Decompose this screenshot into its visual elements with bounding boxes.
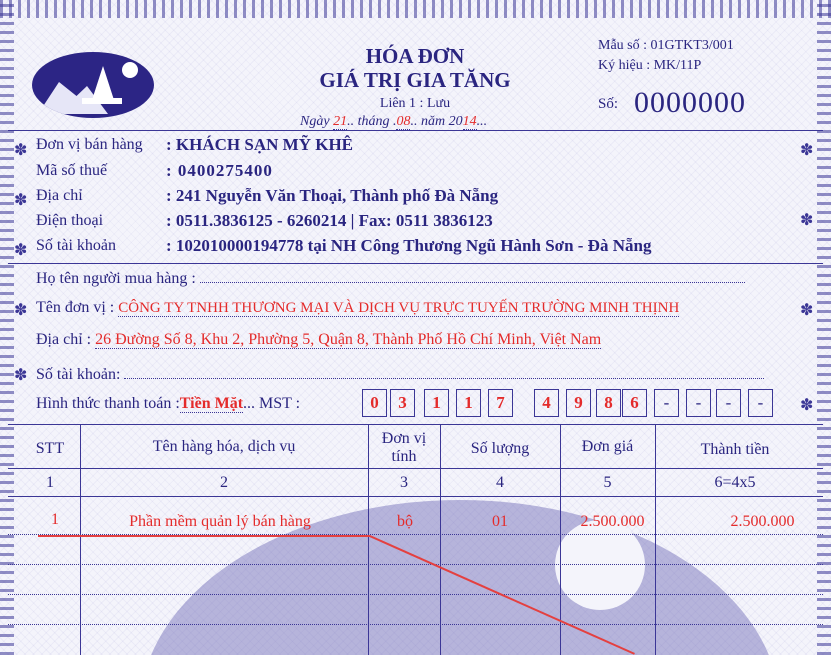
date-day: 21 (333, 114, 348, 129)
ornament-flower-icon: ✽ (14, 192, 28, 209)
moon-icon (122, 62, 138, 78)
header-unit-line2: tính (391, 448, 417, 465)
divider-rows-top (8, 496, 823, 497)
invoice-number: 0000000 (634, 86, 746, 119)
colnum-3: 3 (400, 474, 408, 491)
mst-digit-box: 8 (596, 389, 621, 417)
top-ornament-border (0, 0, 831, 18)
serial-symbol: Ký hiệu : MK/11P (598, 58, 702, 73)
header-quantity: Số lượng (470, 440, 530, 457)
mst-digit-box: 3 (390, 389, 415, 417)
buyer-address-row (36, 331, 601, 349)
sail-icon (92, 66, 114, 100)
seller-unit-label: Đơn vị bán hàng (36, 136, 143, 153)
invoice-number-label: Số: (598, 96, 619, 112)
row-stt: 1 (51, 511, 59, 528)
seller-tax-value: : 0400275400 (166, 161, 273, 180)
ornament-flower-icon: ✽ (800, 397, 814, 414)
date-year: 14 (462, 114, 477, 129)
buyer-name-label-text: Họ tên người mua hàng : (36, 270, 196, 287)
header-unit (368, 430, 440, 466)
header-unit-price: Đơn giá (581, 438, 634, 455)
date-line: Ngày 21.. tháng .08.. năm 2014... (300, 114, 488, 129)
seller-tax-label: Mã số thuế (36, 162, 108, 179)
seller-phone-label: Điện thoại (36, 212, 104, 229)
ornament-flower-icon: ✽ (800, 212, 814, 229)
payment-label: Hình thức thanh toán : (36, 395, 180, 412)
buyer-unit-row (36, 299, 679, 317)
row-amount: 2.500.000 (730, 513, 795, 530)
colnum-1: 1 (46, 474, 54, 491)
divider-table-top (8, 424, 823, 425)
right-ornament-border (817, 0, 831, 655)
buyer-name-field (200, 268, 745, 283)
colnum-4: 4 (496, 474, 504, 491)
colnum-2: 2 (220, 474, 228, 491)
row-divider (8, 624, 823, 625)
mst-digit-box: 1 (424, 389, 449, 417)
buyer-account-field (124, 364, 764, 379)
mst-digit-box: 6 (622, 389, 647, 417)
header-amount: Thành tiền (700, 441, 770, 458)
seller-unit-value: : KHÁCH SẠN MỸ KHÊ (166, 135, 353, 154)
invoice-title: HÓA ĐƠN (365, 44, 465, 68)
colnum-6: 6=4x5 (714, 474, 756, 491)
divider-seller-top (8, 130, 823, 131)
seller-address-value: : 241 Nguyễn Văn Thoại, Thành phố Đà Nẵng (166, 186, 499, 205)
mst-digit-box: 7 (488, 389, 513, 417)
divider-buyer-top (8, 263, 823, 264)
form-number: Mẫu số : 01GTKT3/001 (598, 38, 734, 53)
copy-label: Liên 1 : Lưu (379, 96, 451, 111)
mst-blank-box: - (686, 389, 711, 417)
seller-phone-value: : 0511.3836125 - 6260214 | Fax: 0511 3836123 (166, 211, 493, 230)
ornament-flower-icon: ✽ (14, 242, 28, 259)
mst-blank-box: - (654, 389, 679, 417)
seller-account-label: Số tài khoản (36, 237, 116, 254)
mst-digit-box: 9 (566, 389, 591, 417)
buyer-address-label: Địa chỉ : (36, 331, 92, 348)
date-month-label: tháng (357, 114, 390, 129)
date-month: 08 (396, 114, 411, 129)
header-item-name: Tên hàng hóa, dịch vụ (152, 438, 296, 455)
date-year-label: năm 20 (420, 114, 463, 129)
seller-address-label: Địa chỉ (36, 187, 83, 204)
mst-digit-box: 1 (456, 389, 481, 417)
ornament-flower-icon: ✽ (14, 367, 28, 384)
buyer-address-value: 26 Đường Số 8, Khu 2, Phường 5, Quận 8, Thành Phố Hồ Chí Minh, Việt Nam (95, 331, 602, 348)
column-divider (80, 424, 81, 655)
boat-hull-icon (82, 98, 122, 104)
mst-digit-box: 4 (534, 389, 559, 417)
buyer-mst-label: MST : (259, 395, 301, 412)
seller-account-value: : 102010000194778 tại NH Công Thương Ngũ Hành Sơn - Đà Nẵng (166, 236, 652, 255)
row-divider (8, 564, 823, 565)
buyer-unit-value: CÔNG TY TNHH THƯƠNG MẠI VÀ DỊCH VỤ TRỰC TUYẾN TRƯỜNG MINH THỊNH (118, 300, 680, 316)
row-unit: bộ (397, 513, 413, 530)
sailboat-logo (32, 52, 154, 118)
left-ornament-border (0, 0, 14, 655)
mst-blank-box: - (748, 389, 773, 417)
date-prefix: Ngày (300, 114, 330, 129)
row-divider (8, 594, 823, 595)
column-divider (440, 424, 441, 655)
ornament-flower-icon: ✽ (14, 302, 28, 319)
strike-line (38, 535, 370, 537)
colnum-5: 5 (603, 474, 612, 491)
header-unit-line1: Đơn vị (381, 430, 427, 447)
buyer-account-row (36, 364, 764, 384)
buyer-account-label: Số tài khoản: (36, 366, 121, 383)
divider-colnum-top (8, 468, 823, 469)
ornament-flower-icon: ✽ (14, 142, 28, 159)
mst-blank-box: - (716, 389, 741, 417)
invoice-subtitle: GIÁ TRỊ GIA TĂNG (319, 68, 511, 92)
header-stt: STT (35, 440, 65, 457)
buyer-unit-label: Tên đơn vị : (36, 299, 115, 316)
payment-row: Hình thức thanh toán :Tiền Mặt... MST : (36, 395, 301, 412)
row-quantity: 01 (492, 513, 508, 530)
buyer-name-label (36, 268, 745, 288)
row-item-name: Phần mềm quản lý bán hàng (129, 513, 311, 530)
payment-value: Tiền Mặt (179, 395, 244, 412)
ornament-flower-icon: ✽ (800, 142, 814, 159)
row-unit-price: 2.500.000 (580, 513, 645, 530)
ornament-flower-icon: ✽ (800, 302, 814, 319)
mst-digit-box: 0 (362, 389, 387, 417)
